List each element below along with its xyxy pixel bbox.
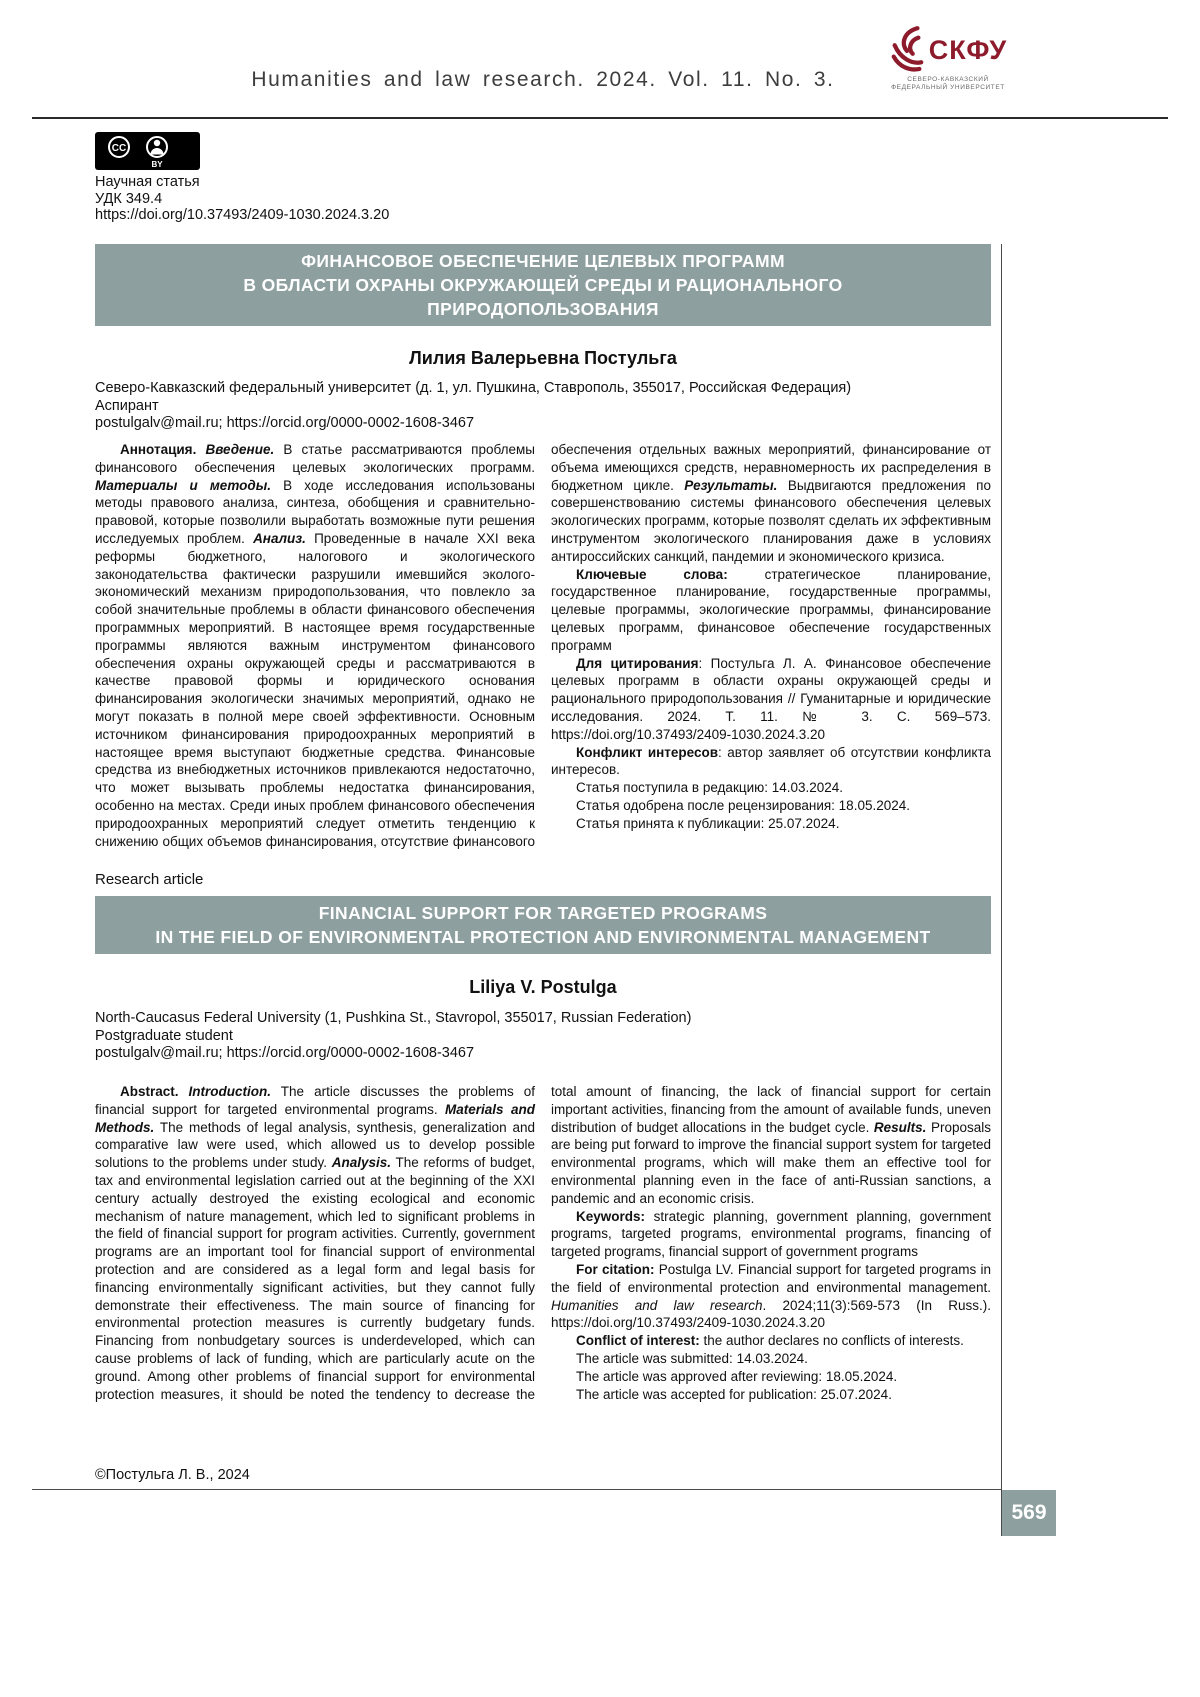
article-type-ru: Научная статья: [95, 174, 200, 190]
affiliation-en-line3: postulgalv@mail.ru; https://orcid.org/0000-0002-1608-3467: [95, 1045, 475, 1061]
text-run: стратегическое планирование, государственное планирование, государственные программы, целевые программы, экологические программы, финансирование целевых программ, финансовое обеспечение государственных программ: [551, 566, 991, 653]
text-run: Analysis.: [331, 1155, 392, 1171]
logo-acronym: СКФУ: [928, 34, 1008, 65]
logo-subtitle-line1: СЕВЕРО-КАВКАЗСКИЙ: [907, 76, 989, 83]
title-en-line2: IN THE FIELD OF ENVIRONMENTAL PROTECTION AND ENVIRONMENTAL MANAGEMENT: [155, 927, 931, 947]
title-ru-line2: В ОБЛАСТИ ОХРАНЫ ОКРУЖАЮЩЕЙ СРЕДЫ И РАЦИОНАЛЬНОГО: [243, 275, 843, 295]
text-run: Ключевые слова:: [576, 566, 728, 582]
right-margin-rule: [1001, 244, 1002, 1536]
text-run: Аннотация.: [120, 442, 206, 457]
text-run: Proposals are being put forward to improve the financial support system for targeted environmental programs, which will make them an effective tool for environmental planning even in the face of anti-Russian sanctions, a pandemic and an economic crisis.: [551, 1119, 991, 1206]
title-en-line1: FINANCIAL SUPPORT FOR TARGETED PROGRAMS: [318, 903, 768, 923]
logo-subtitle-line2: ФЕДЕРАЛЬНЫЙ УНИВЕРСИТЕТ: [891, 84, 1005, 91]
affiliation-en-line2: Postgraduate student: [95, 1027, 233, 1044]
text-run: Статья поступила в редакцию: 14.03.2024.: [576, 780, 844, 796]
page-number-badge: 569: [1002, 1490, 1056, 1536]
person-head-icon: [154, 140, 160, 146]
text-run: The article was accepted for publication: 25.07.2024.: [576, 1386, 892, 1402]
text-run: The article discusses the problems of financial support for targeted environmental programs.: [95, 1084, 535, 1117]
text-run: Humanities and law research: [551, 1297, 763, 1313]
header-divider: [32, 117, 1168, 119]
paragraph: [551, 655, 991, 744]
text-run: : Постульга Л. А. Финансовое обеспечение целевых программ в области охраны окружающей среды и рационального природопользования // Гуманитарные и юридические исследования. 2024. Т. 11. № 3. С. 569–573. https://doi.org/10.37493/2409-1030.2024.3.20: [551, 655, 991, 742]
affiliation-en: [95, 1010, 991, 1063]
paragraph: [551, 1332, 991, 1350]
paragraph: [551, 1350, 991, 1368]
footer-divider: [32, 1489, 1001, 1490]
title-ru-line1: ФИНАНСОВОЕ ОБЕСПЕЧЕНИЕ ЦЕЛЕВЫХ ПРОГРАММ: [301, 251, 785, 271]
text-run: Keywords:: [576, 1208, 646, 1224]
text-run: The methods of legal analysis, synthesis, generalization and comparative law were used, which allowed us to develop possible solutions to the problems under study.: [95, 1119, 535, 1171]
article-meta-ru: [95, 174, 389, 224]
journal-header: Humanities and law research. 2024. Vol. 11. No. 3.: [251, 68, 835, 91]
text-run: Статья принята к публикации: 25.07.2024.: [576, 815, 840, 831]
text-run: В ходе исследования использованы методы правового анализа, синтеза, обобщения и сравнительно-правовой, которые позволили выработать возможные пути решения исследуемых проблем.: [95, 477, 535, 546]
text-run: Статья одобрена после рецензирования: 18.05.2024.: [576, 797, 910, 813]
text-run: The article was approved after reviewing: 18.05.2024.: [576, 1368, 898, 1384]
text-run: The article was submitted: 14.03.2024.: [576, 1350, 808, 1366]
text-run: Results.: [873, 1119, 927, 1135]
paragraph: [551, 779, 991, 797]
affiliation-en-line1: North-Caucasus Federal University (1, Pushkina St., Stavropol, 355017, Russian Federation): [95, 1010, 692, 1026]
author-name-en: Liliya V. Postulga: [469, 977, 617, 997]
text-run: Postulga LV. Financial support for targeted programs in the field of environmental protection and environmental management.: [551, 1261, 991, 1295]
text-run: Materials and Methods.: [95, 1101, 535, 1135]
paragraph: [551, 1261, 991, 1332]
logo-row: [886, 24, 1010, 76]
abstract-en: [95, 1083, 991, 1465]
by-label: BY: [151, 160, 163, 169]
paragraph: [551, 1386, 991, 1404]
text-run: strategic planning, government planning, government programs, targeted programs, environmental programs, financing of targeted programs, financial support of government programs: [551, 1208, 991, 1260]
affiliation-ru-line2: Аспирант: [95, 397, 159, 414]
paragraph: [551, 1208, 991, 1261]
text-run: For citation:: [576, 1261, 655, 1277]
text-run: Introduction.: [188, 1084, 272, 1099]
udc-code: УДК 349.4: [95, 190, 163, 207]
affiliation-ru: [95, 380, 991, 433]
text-run: Введение.: [205, 442, 275, 457]
text-run: Конфликт интересов: [576, 744, 719, 760]
eagle-icon: [889, 24, 925, 76]
author-name-ru: Лилия Валерьевна Постульга: [409, 348, 677, 368]
text-run: Материалы и методы.: [95, 477, 272, 493]
affiliation-ru-line3: postulgalv@mail.ru; https://orcid.org/0000-0002-1608-3467: [95, 415, 475, 431]
text-run: Анализ.: [253, 530, 306, 546]
text-run: В статье рассматриваются проблемы финансового обеспечения целевых экологических программ.: [95, 442, 535, 475]
text-run: The reforms of budget, tax and environmental legislation carried out at the beginning of the XXI century actually destroyed the existing ecological and economic mechanism of nature management, which led to significant problems in the field of financial support for program activities. Currently, government programs are an important tool for financial support of environmental protection and are considered as a legal form and legal basis for financing environmentally significant activities, but they cannot fully demonstrate their effectiveness. The main source of financing for environmental protection measures is currently budgetary funds. Financing from nonbudgetary sources is underdeveloped, which can cause problems of lack of funding, which are particularly acute on the ground. Among other problems of financial support for environmental protection measures, it should be noted the tendency to decrease the total amount of financing, the lack of financial support for certain important activities, financing from the amount of available funds, uneven distribution of budget allocations in the budget cycle.: [95, 1084, 991, 1402]
abstract-ru: [95, 441, 991, 865]
text-run: Abstract.: [120, 1084, 189, 1099]
affiliation-ru-line1: Северо-Кавказский федеральный университет (д. 1, ул. Пушкина, Ставрополь, 355017, Российская Федерация): [95, 380, 852, 396]
cc-by-license-badge: [95, 132, 200, 170]
doi-ru: https://doi.org/10.37493/2409-1030.2024.3.20: [95, 207, 390, 223]
paragraph: [551, 815, 991, 833]
paragraph: [551, 797, 991, 815]
paragraph: [551, 566, 991, 655]
text-run: Выдвигаются предложения по совершенствованию системы финансового обеспечения целевых экологических программ, которые позволят сделать их эффективным инструментом экологического планирования даже в условиях антироссийских санкций, пандемии и экономического кризиса.: [551, 477, 991, 564]
paragraph: [551, 744, 991, 780]
text-run: . 2024;11(3):569-573 (In Russ.). https://doi.org/10.37493/2409-1030.2024.3.20: [551, 1297, 991, 1331]
title-ru-line3: ПРИРОДОПОЛЬЗОВАНИЯ: [427, 299, 659, 319]
text-run: Проведенные в начале XXI века реформы бюджетного, налогового и экологического законодательства фактически разрушили имевшийся эколого-экономический механизм природопользования, что повлекло за собой значительные проблемы в области финансового обеспечения программных мероприятий. В настоящее время государственные программы являются важным инструментом финансового обеспечения охраны окружающей среды и рассматриваются в качестве правовой формы и юридического основания финансирования экологически значимых мероприятий, однако не могут показать в полной мере своей эффективности. Основным источником финансирования природоохранных мероприятий в настоящее время выступают бюджетные средства. Финансовые средства из внебюджетных источников привлекаются недостаточно, что может вызывать проблемы недостатка финансирования, особенно на местах. Среди иных проблем финансового обеспечения природоохранных мероприятий следует отметить тенденцию к снижению общих объемов финансирования, отсутствие финансового обеспечения отдельных важных мероприятий, финансирование от объема имеющихся средств, неравномерность их распределения в бюджетном цикле.: [95, 442, 991, 849]
text-run: Для цитирования: [576, 655, 699, 671]
text-run: the author declares no conflicts of interests.: [699, 1333, 964, 1349]
text-run: Conflict of interest:: [576, 1333, 700, 1349]
title-banner-en: [95, 896, 991, 954]
title-banner-ru: [95, 244, 991, 326]
article-type-en: Research article: [95, 871, 204, 888]
copyright-notice: ©Постульга Л. В., 2024: [95, 1467, 250, 1483]
paragraph: [551, 1368, 991, 1386]
text-run: : автор заявляет об отсутствии конфликта интересов.: [551, 744, 991, 778]
cc-label: CC: [111, 143, 127, 154]
university-logo: [886, 24, 1010, 92]
text-run: Результаты.: [684, 477, 778, 493]
